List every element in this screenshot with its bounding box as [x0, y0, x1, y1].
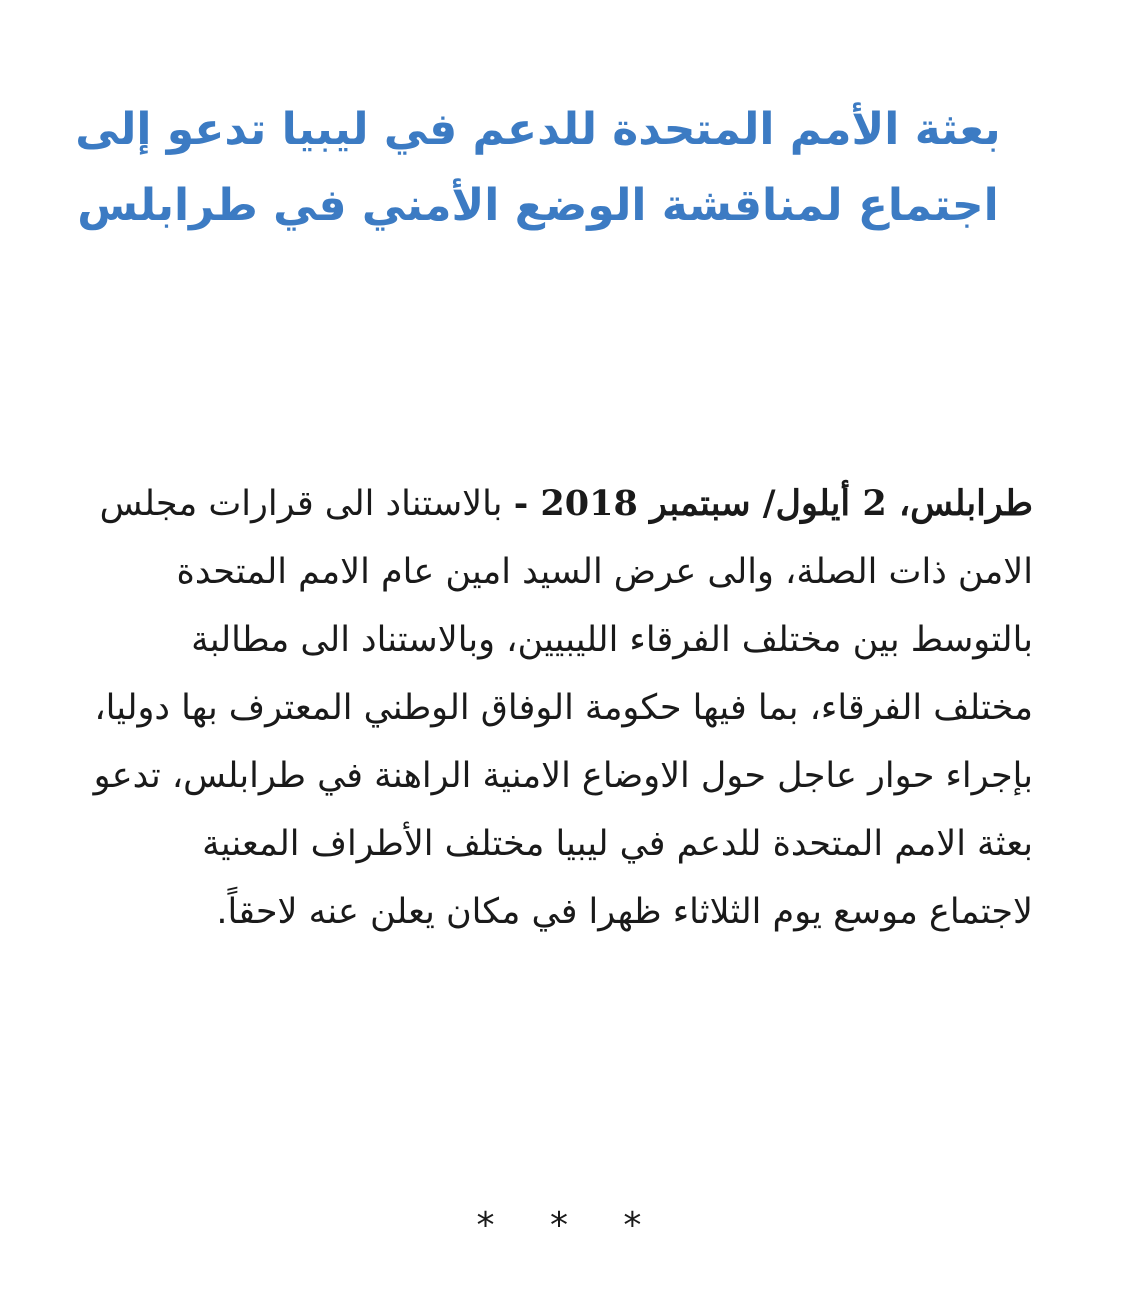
article-paragraph: [88, 470, 1033, 946]
article-body: بالاستناد الى قرارات مجلس الامن ذات الصلة، والى عرض السيد امين عام الامم المتحدة بالتوسط بين مختلف الفرقاء الليبيين، وبالاستناد الى مطالبة مختلف الفرقاء، بما فيها حكومة الوفاق الوطني المعترف بها دوليا، بإجراء حوار عاجل حول الاوضاع الامنية الراهنة في طرابلس، تدعو بعثة الامم المتحدة للدعم في ليبيا مختلف الأطراف المعنية لاجتماع موسع يوم الثلاثاء ظهرا في مكان يعلن عنه لاحقاً.: [93, 484, 1033, 932]
section-separator: * * *: [476, 1205, 664, 1246]
headline: بعثة الأمم المتحدة للدعم في ليبيا تدعو إلى اجتماع لمناقشة الوضع الأمني في طرابلس: [75, 104, 1001, 231]
dateline: طرابلس، 2 أيلول/ سبتمبر 2018 -: [513, 483, 1033, 524]
